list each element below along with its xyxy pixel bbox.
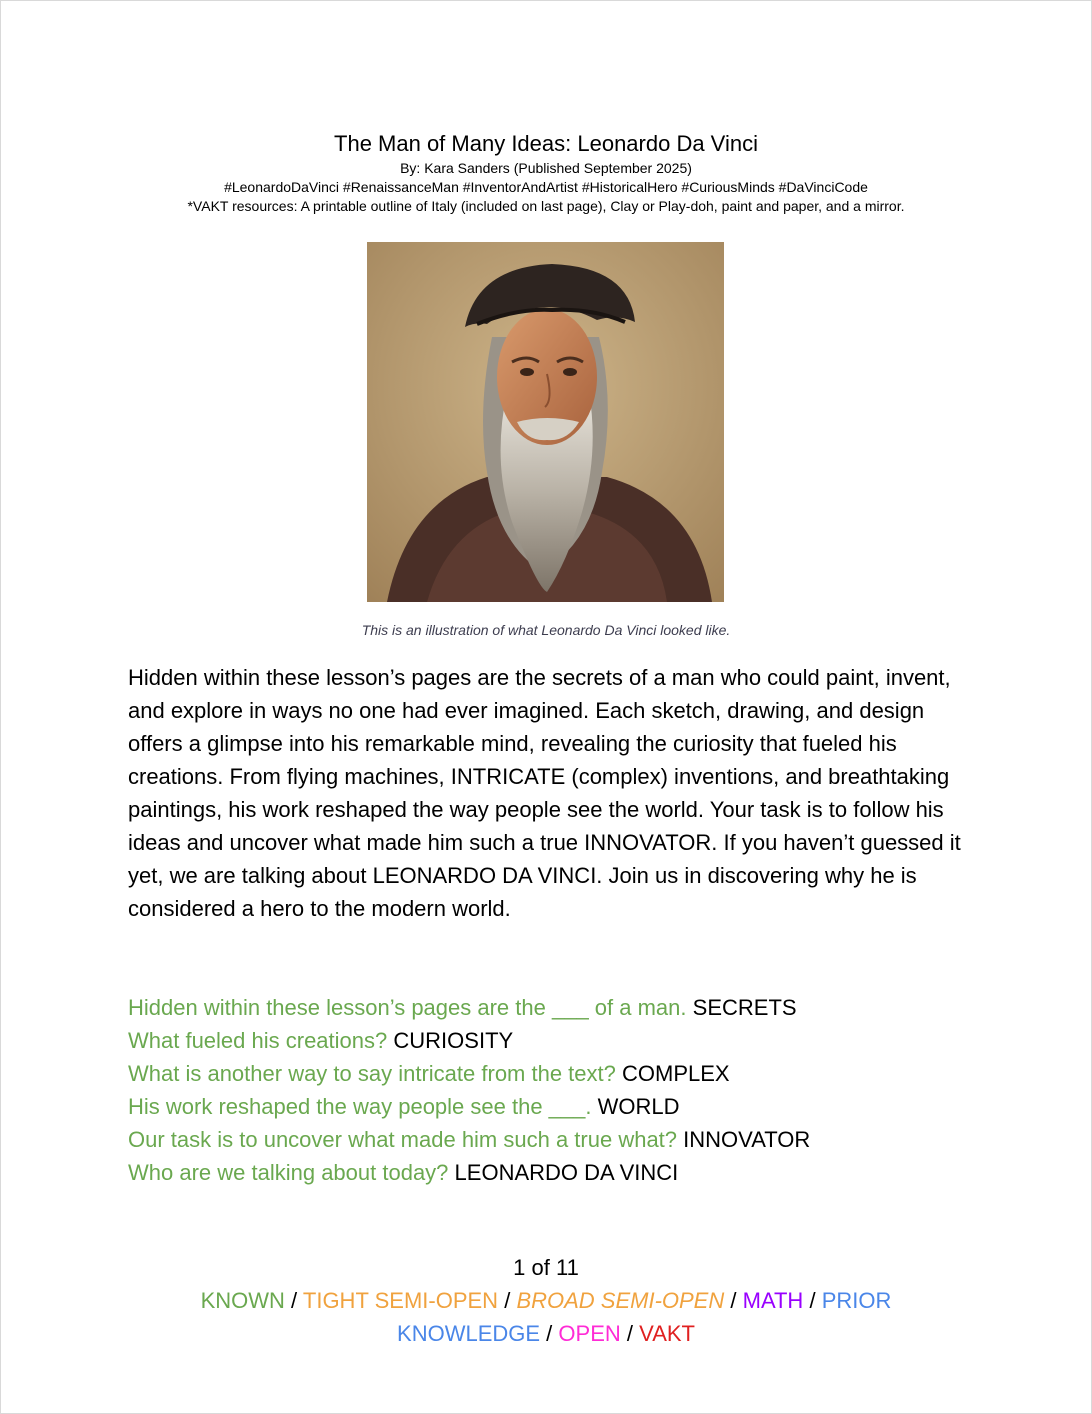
question-text: What is another way to say intricate from the text? [128, 1061, 616, 1086]
question-item [128, 1090, 973, 1123]
document-header [1, 129, 1091, 216]
answer-text: WORLD [597, 1094, 680, 1119]
question-item [128, 991, 973, 1024]
question-text: Our task is to uncover what made him such a true what? [128, 1127, 678, 1152]
question-text: His work reshaped the way people see the ___. [128, 1094, 592, 1119]
question-text: Hidden within these lesson’s pages are the ___ of a man. [128, 995, 687, 1020]
legend-separator: / [626, 1321, 634, 1346]
legend-vakt: VAKT [639, 1321, 695, 1346]
question-item [128, 1123, 973, 1156]
byline: By: Kara Sanders (Published September 2025) [400, 160, 692, 176]
legend-separator: / [809, 1288, 816, 1313]
question-text: What fueled his creations? [128, 1028, 388, 1053]
portrait-illustration [367, 242, 724, 602]
question-item [128, 1156, 973, 1189]
legend-known: KNOWN [200, 1288, 285, 1313]
page-footer [1, 1251, 1091, 1350]
leonardo-portrait-image [367, 242, 724, 602]
legend-tight-semi-open: TIGHT SEMI-OPEN [302, 1288, 499, 1313]
legend-open: OPEN [558, 1321, 621, 1346]
legend-broad-semi-open: BROAD SEMI-OPEN [516, 1288, 725, 1313]
question-type-legend [136, 1284, 956, 1350]
answer-text: CURIOSITY [393, 1028, 514, 1053]
question-item [128, 1024, 973, 1057]
introduction-paragraph: Hidden within these lesson’s pages are the secrets of a man who could paint, invent, and explore in ways no one had ever imagined. Each sketch, drawing, and design offers a glimpse into his remarkable mind, revealing the curiosity that fueled his creations. From flying machines, INTRICATE (complex) inventions, and breathtaking paintings, his work reshaped the way people see the world. Your task is to follow his ideas and uncover what made him such a true INNOVATOR. If you haven’t guessed it yet, we are talking about LEONARDO DA VINCI. Join us in discovering why he is considered a hero to the modern world. [128, 665, 961, 921]
legend-separator: / [546, 1321, 553, 1346]
legend-separator: / [291, 1288, 298, 1313]
vakt-resources-note: *VAKT resources: A printable outline of Italy (included on last page), Clay or Play-doh, paint and paper, and a mirror. [187, 198, 905, 214]
answer-text: COMPLEX [622, 1061, 730, 1086]
answer-text: INNOVATOR [683, 1127, 811, 1152]
comprehension-questions [128, 991, 973, 1189]
legend-math: MATH [742, 1288, 804, 1313]
legend-separator: / [504, 1288, 511, 1313]
hashtags: #LeonardoDaVinci #RenaissanceMan #InventorAndArtist #HistoricalHero #CuriousMinds #DaVinciCode [224, 179, 868, 195]
legend-prior-knowledge: PRIOR KNOWLEDGE [397, 1288, 892, 1346]
answer-text: SECRETS [692, 995, 797, 1020]
image-caption: This is an illustration of what Leonardo Da Vinci looked like. [361, 622, 731, 638]
answer-text: LEONARDO DA VINCI [454, 1160, 679, 1185]
page-title: The Man of Many Ideas: Leonardo Da Vinci [334, 131, 758, 156]
question-text: Who are we talking about today? [128, 1160, 449, 1185]
legend-separator: / [730, 1288, 737, 1313]
question-item [128, 1057, 973, 1090]
page-number: 1 of 11 [513, 1255, 579, 1280]
